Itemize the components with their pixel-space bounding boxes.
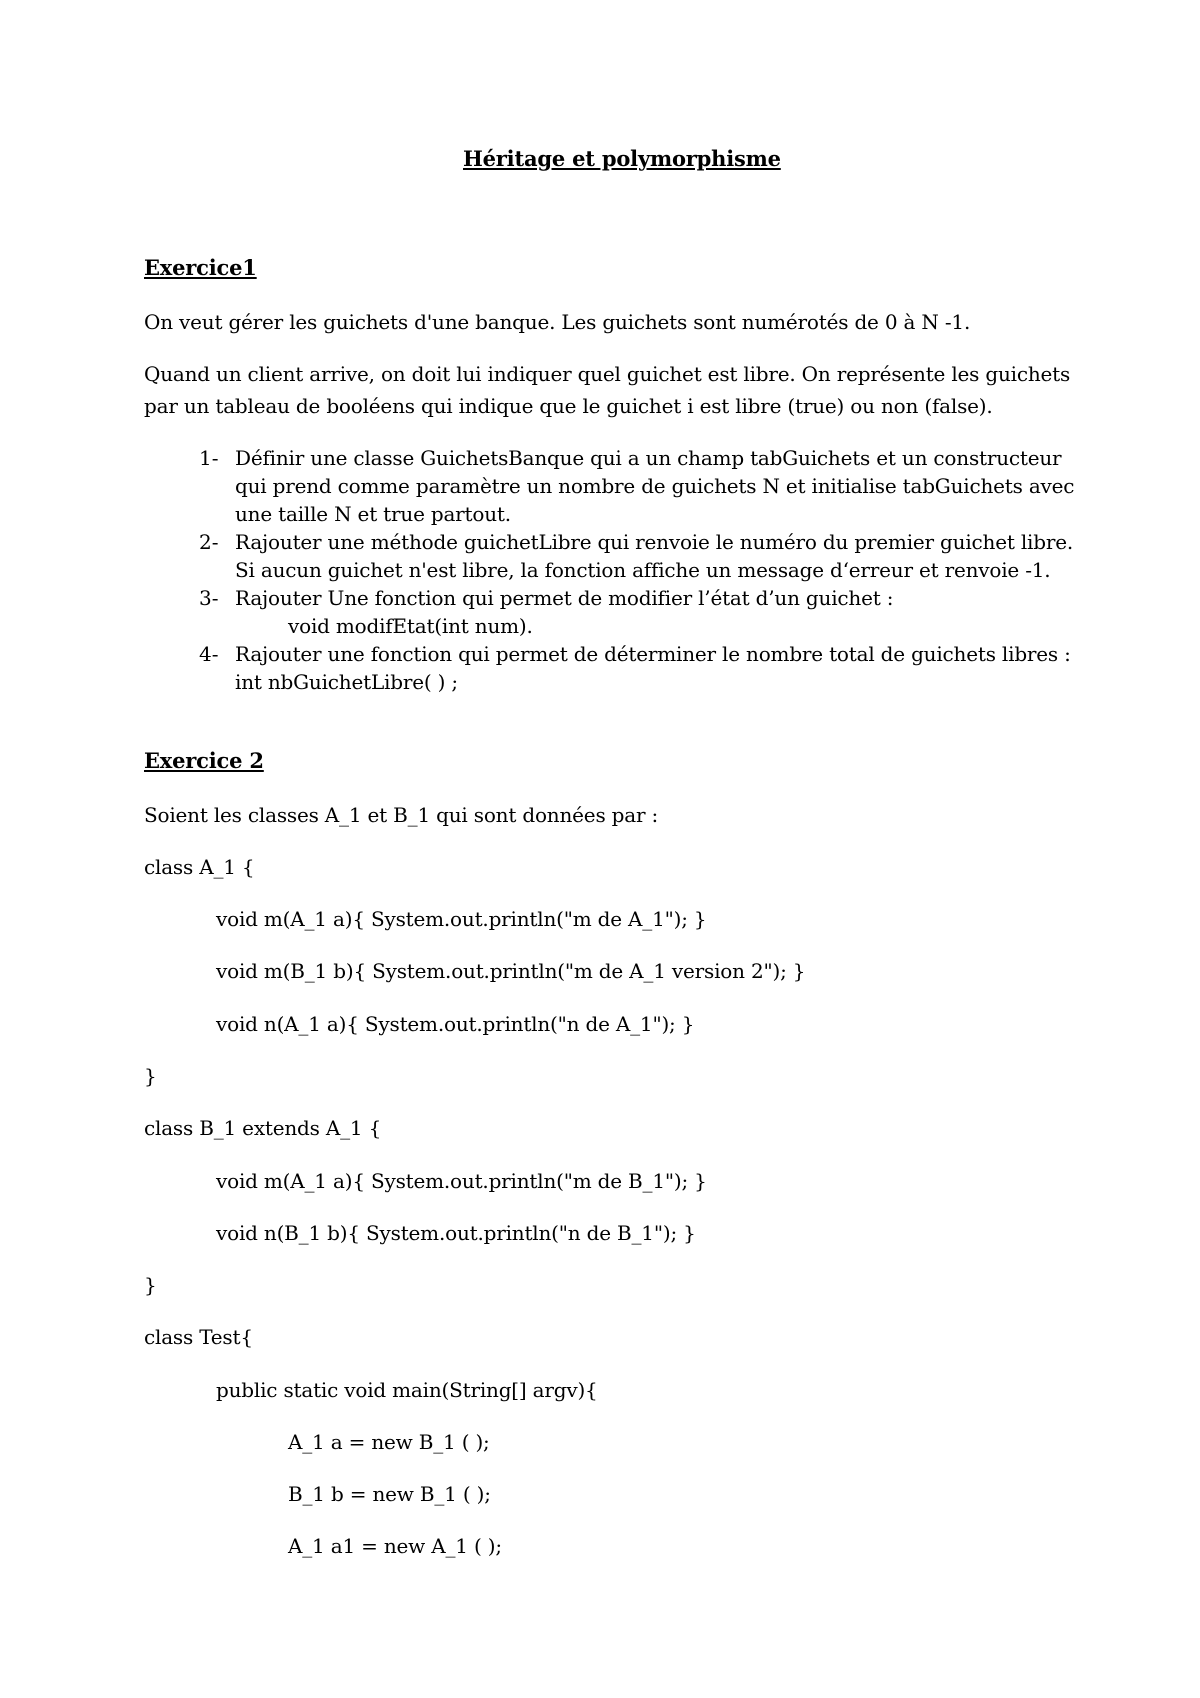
code-line: class B_1 extends A_1 {: [144, 1116, 382, 1140]
code-line: A_1 a1 = new A_1 ( );: [288, 1534, 502, 1558]
list-item-number: 2-: [199, 530, 219, 554]
exercise1-paragraph-line-1: Quand un client arrive, on doit lui indiquer quel guichet est libre. On représente les guichets: [144, 362, 1071, 386]
list-item-number: 3-: [199, 586, 219, 610]
page-title: Héritage et polymorphisme: [463, 146, 781, 171]
code-line: }: [144, 1064, 157, 1088]
exercise2-heading: Exercice 2: [144, 748, 264, 773]
list-item-text: Rajouter une méthode guichetLibre qui renvoie le numéro du premier guichet libre.: [235, 530, 1073, 554]
list-item-number: 1-: [199, 446, 219, 470]
list-item-text: Définir une classe GuichetsBanque qui a un champ tabGuichets et un constructeur: [235, 446, 1062, 470]
list-item-text: int nbGuichetLibre( ) ;: [235, 670, 458, 694]
code-line: }: [144, 1273, 157, 1297]
code-line: public static void main(String[] argv){: [216, 1378, 598, 1402]
code-line: void n(B_1 b){ System.out.println("n de B_1"); }: [216, 1221, 696, 1245]
list-item-text: Si aucun guichet n'est libre, la fonction affiche un message d‘erreur et renvoie -1.: [235, 558, 1051, 582]
code-line: void m(A_1 a){ System.out.println("m de B_1"); }: [216, 1169, 707, 1193]
exercise1-paragraph-line-2: par un tableau de booléens qui indique que le guichet i est libre (true) ou non (false).: [144, 394, 993, 418]
exercise2-intro: Soient les classes A_1 et B_1 qui sont données par :: [144, 803, 659, 827]
code-line: void m(A_1 a){ System.out.println("m de A_1"); }: [216, 907, 707, 931]
code-line: void n(A_1 a){ System.out.println("n de A_1"); }: [216, 1012, 695, 1036]
list-item-text: qui prend comme paramètre un nombre de guichets N et initialise tabGuichets avec: [235, 474, 1075, 498]
exercise1-heading: Exercice1: [144, 255, 257, 280]
list-item-text: void modifEtat(int num).: [288, 614, 533, 638]
exercise1-intro: On veut gérer les guichets d'une banque. Les guichets sont numérotés de 0 à N -1.: [144, 310, 971, 334]
list-item-text: Rajouter Une fonction qui permet de modifier l’état d’un guichet :: [235, 586, 894, 610]
code-line: class A_1 {: [144, 855, 255, 879]
list-item-number: 4-: [199, 642, 219, 666]
list-item-text: une taille N et true partout.: [235, 502, 511, 526]
code-line: B_1 b = new B_1 ( );: [288, 1482, 491, 1506]
code-line: A_1 a = new B_1 ( );: [288, 1430, 490, 1454]
code-line: class Test{: [144, 1325, 253, 1349]
code-line: void m(B_1 b){ System.out.println("m de A_1 version 2"); }: [216, 959, 806, 983]
list-item-text: Rajouter une fonction qui permet de déterminer le nombre total de guichets libres :: [235, 642, 1071, 666]
